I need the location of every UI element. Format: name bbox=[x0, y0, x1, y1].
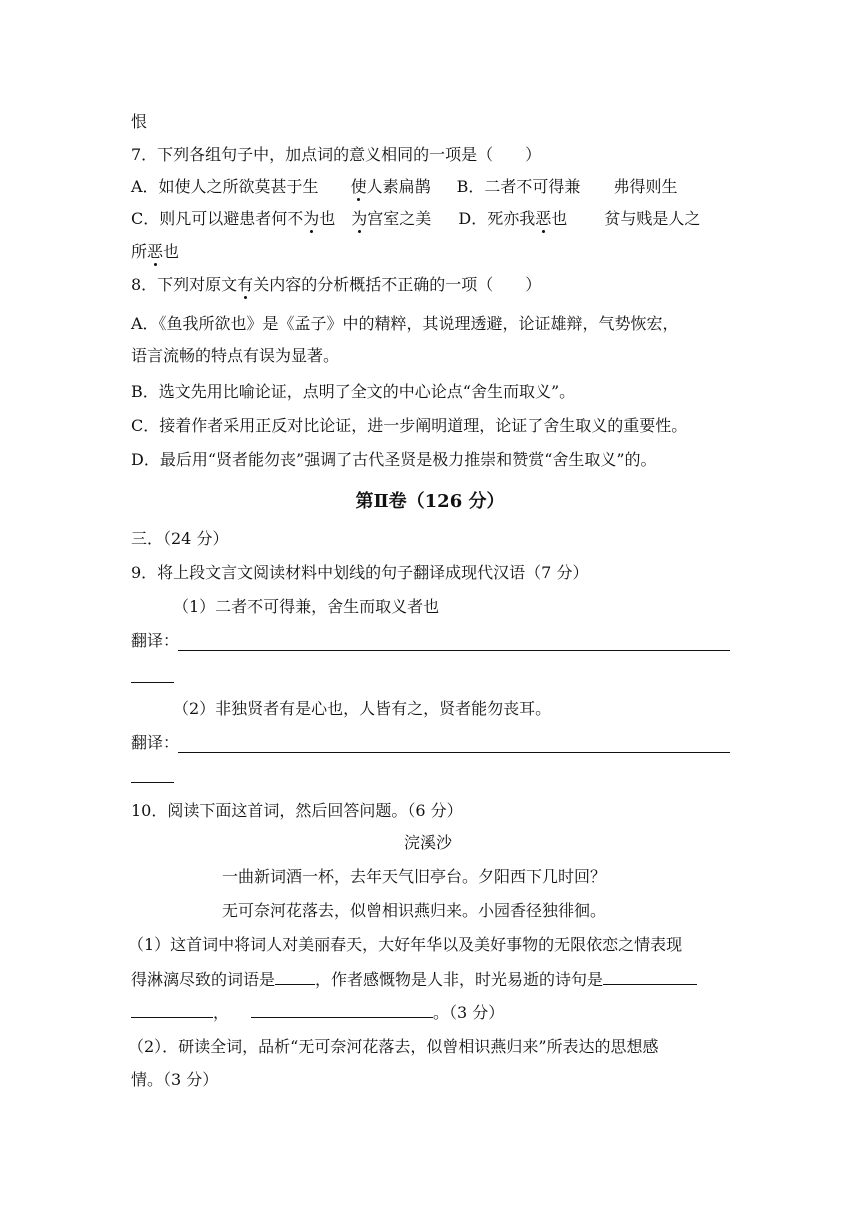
section-title: 第Ⅱ卷（126 分） bbox=[355, 491, 505, 512]
poem-line-1: 一曲新词酒一杯，去年天气旧亭台。夕阳西下几时回？ bbox=[222, 867, 607, 886]
question-8-option-a-cont: 语言流畅的特点有误为显著。 bbox=[131, 346, 340, 365]
text: 关内容的分析概括不正确的一项（ ） bbox=[253, 275, 542, 294]
text: 所 bbox=[131, 242, 148, 261]
dotted-word: 使 bbox=[350, 177, 367, 196]
question-7-option-d-cont bbox=[131, 241, 179, 263]
question-8-option-d: D．最后用“贤者能勿丧”强调了古代圣贤是极力推崇和赞赏“舍生取义”的。 bbox=[131, 450, 657, 469]
question-7-options-ab bbox=[131, 176, 677, 198]
option-d-text: D．死亦我 bbox=[458, 209, 536, 228]
answer-line bbox=[178, 650, 730, 651]
dotted-word: 为 bbox=[351, 209, 368, 228]
question-10-1: （1）这首词中将词人对美丽春天，大好年华以及美好事物的无限依恋之情表现 bbox=[128, 935, 683, 954]
text: ，作者感慨物是人非，时光易逝的诗句是 bbox=[315, 970, 604, 989]
blank bbox=[275, 968, 315, 985]
question-10-2-cont: 情。（3 分） bbox=[131, 1070, 219, 1089]
text: 得淋漓尽致的词语是 bbox=[131, 970, 276, 989]
option-a-text: A．如使人之所欲莫甚于生 bbox=[131, 177, 351, 196]
part-three-heading: 三．（24 分） bbox=[131, 529, 229, 548]
dotted-word: 有 bbox=[237, 275, 254, 294]
translation-label-1: 翻译： bbox=[131, 631, 180, 650]
dotted-word: 为 bbox=[303, 209, 320, 228]
question-9-item-1: （1）二者不可得兼，舍生而取义者也 bbox=[173, 597, 440, 616]
text: 。（3 分） bbox=[433, 1003, 505, 1022]
answer-line bbox=[131, 782, 174, 783]
question-7-options-cd bbox=[131, 208, 700, 230]
question-8-option-a: A．《鱼我所欲也》是《孟子》中的精粹，其说理透避，论证雄辩，气势恢宏， bbox=[131, 314, 679, 333]
text-line: 恨 bbox=[131, 112, 148, 131]
option-c-text-3: 宫室之美 bbox=[367, 209, 453, 228]
poem-line-2: 无可奈河花落去，似曾相识燕归来。小园香径独徘徊。 bbox=[222, 901, 607, 920]
blank bbox=[131, 1001, 213, 1018]
blank bbox=[251, 1001, 433, 1018]
question-8-stem bbox=[131, 274, 541, 296]
question-8-option-b: B．选文先用比喻论证，点明了全文的中心论点“舍生而取义”。 bbox=[131, 382, 576, 401]
option-c-text: C．则凡可以避患者何不 bbox=[131, 209, 304, 228]
dotted-word: 恶 bbox=[147, 242, 164, 261]
blank bbox=[603, 968, 697, 985]
text: 也 bbox=[163, 242, 180, 261]
question-10-stem: 10．阅读下面这首词，然后回答问题。（6 分） bbox=[131, 801, 463, 820]
option-c-text-2: 也 bbox=[319, 209, 352, 228]
option-b-text: B．二者不可得兼 bbox=[456, 177, 602, 196]
question-8-option-c: C．接着作者采用正反对比论证，进一步阐明道理，论证了舍生取义的重要性。 bbox=[131, 416, 688, 435]
option-b-text-2: 弗得则生 bbox=[613, 177, 678, 196]
question-10-1-cont bbox=[131, 968, 697, 991]
text: 8．下列对原文 bbox=[131, 275, 238, 294]
text: ， bbox=[213, 1003, 230, 1022]
option-d-text-2: 也 贫与贱是人之 bbox=[551, 209, 701, 228]
dotted-word: 恶 bbox=[535, 209, 552, 228]
question-9-item-2: （2）非独贤者有是心也，人皆有之，贤者能勿丧耳。 bbox=[173, 699, 552, 718]
option-a-text-2: 人素扁鹊 bbox=[366, 177, 447, 196]
question-10-2: （2）．研读全词，品析“无可奈河花落去，似曾相识燕归来”所表达的思想感 bbox=[128, 1037, 659, 1056]
answer-line bbox=[131, 682, 174, 683]
translation-label-2: 翻译： bbox=[131, 733, 180, 752]
question-10-1-blanks bbox=[131, 1001, 504, 1024]
answer-line bbox=[178, 752, 730, 753]
poem-title: 浣溪沙 bbox=[404, 833, 453, 852]
question-9-stem: 9．将上段文言文阅读材料中划线的句子翻译成现代汉语（7 分） bbox=[131, 563, 589, 582]
question-7-stem: 7．下列各组句子中，加点词的意义相同的一项是（ ） bbox=[131, 145, 542, 164]
